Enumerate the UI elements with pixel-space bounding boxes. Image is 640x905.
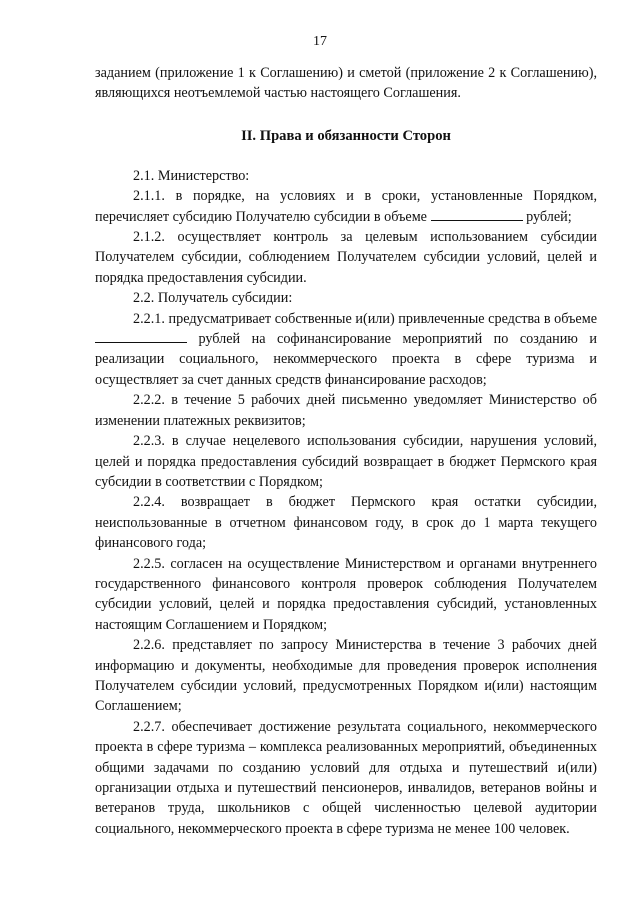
paragraph-2-2-1 (95, 309, 597, 391)
paragraph-2-2: 2.2. Получатель субсидии: (133, 290, 293, 307)
paragraph-2-1-1-text-b: рублей; (522, 208, 572, 225)
document-body (95, 63, 597, 839)
paragraph-2-2-1-text-a: 2.2.1. предусматривает собственные и(или) привлеченные средства в объеме (133, 310, 597, 327)
paragraph-2-2-1-text-b: рублей на софинансирование мероприятий по созданию и реализации социального, некоммерческого проекта в сфере туризма и осуществляет за счет данных средств финансирование расходов; (95, 331, 597, 388)
intro-paragraph: заданием (приложение 1 к Соглашению) и сметой (приложение 2 к Соглашению), являющихся неотъемлемой частью настоящего Соглашения. (95, 65, 597, 102)
amount-blank-field[interactable] (431, 208, 523, 221)
section-title: II. Права и обязанности Сторон (241, 127, 451, 144)
paragraph-2-1: 2.1. Министерство: (133, 167, 250, 184)
paragraph-2-2-2: 2.2.2. в течение 5 рабочих дней письменно уведомляет Министерство об изменении платежных реквизитов; (95, 392, 597, 429)
cofinancing-blank-field[interactable] (95, 330, 187, 343)
paragraph-2-2-4: 2.2.4. возвращает в бюджет Пермского края остатки субсидии, неиспользованные в отчетном финансовом году, в срок до 1 марта текущего финансового года; (95, 494, 597, 552)
paragraph-2-1-2: 2.1.2. осуществляет контроль за целевым использованием субсидии Получателем субсидии, соблюдением Получателем субсидии условий, целей и порядка предоставления субсидии. (95, 229, 597, 286)
paragraph-2-1-1 (95, 186, 597, 227)
paragraph-2-1-1-text-a: 2.1.1. в порядке, на условиях и в сроки, установленные Порядком, перечисляет субсидию Получателю субсидии в объеме (95, 188, 597, 225)
paragraph-2-2-5: 2.2.5. согласен на осуществление Министерством и органами внутреннего государственного финансового контроля проверок соблюдения Получателем субсидии условий, целей и порядка предоставления субсидий, установленных настоящим Соглашением и Порядком; (95, 555, 597, 633)
paragraph-2-2-6: 2.2.6. представляет по запросу Министерства в течение 3 рабочих дней информацию и документы, необходимые для проведения проверок исполнения Получателем субсидии условий, предусмотренных Порядком и(или) настоящим Соглашением; (95, 637, 597, 715)
page-number: 17 (313, 34, 327, 49)
paragraph-2-2-7: 2.2.7. обеспечивает достижение результата социального, некоммерческого проекта в сфере туризма – комплекса реализованных мероприятий, объединенных общими задачами по созданию условий для отдыха и путешествий и(или) организации отдыха и путешествий пенсионеров, инвалидов, ветеранов войны и ветеранов труда, школьников с общей численностью целевой аудитории социального, некоммерческого проекта в сфере туризма не менее 100 человек. (95, 718, 597, 837)
paragraph-2-2-3: 2.2.3. в случае нецелевого использования субсидии, нарушения условий, целей и порядка предоставления субсидий возвращает в бюджет Пермского края субсидии в соответствии с Порядком; (95, 433, 597, 490)
